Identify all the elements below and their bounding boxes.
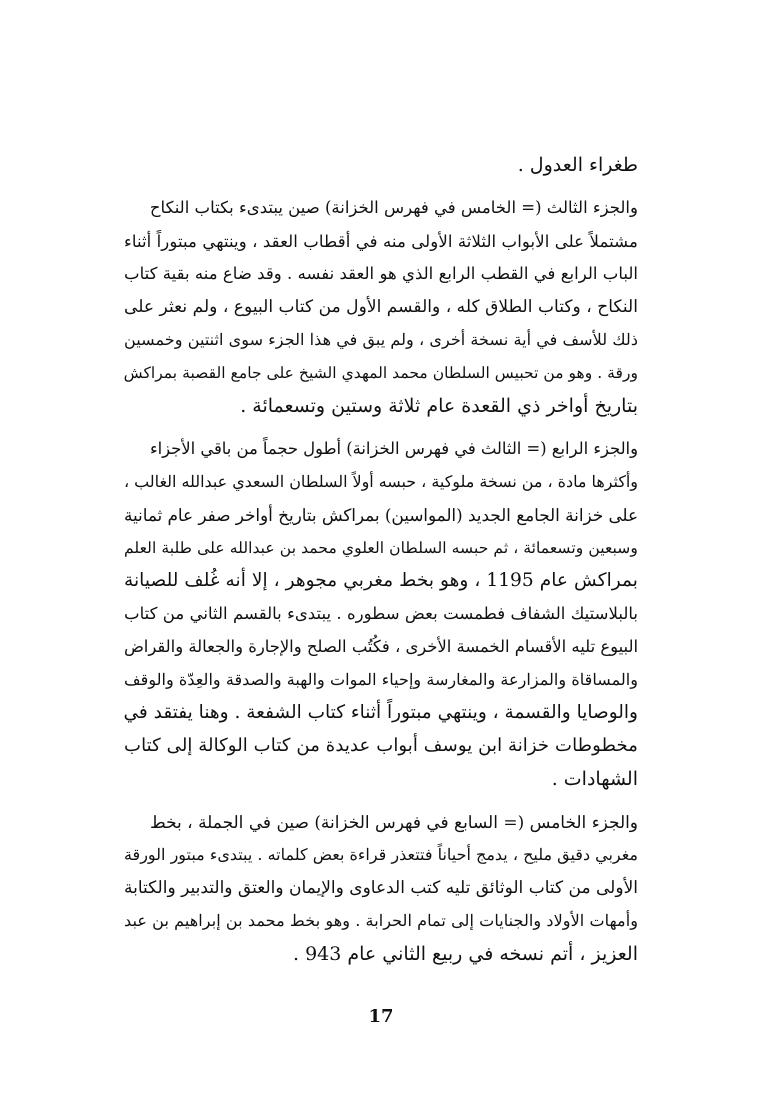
text-line: والمساقاة والمزارعة والمغارسة وإحياء الموات والهبة والصدقة والعِدّة والوقف [124, 670, 638, 689]
text-line: مغربي دقيق مليح ، يدمج أحياناً فتتعذر قراءة بعض كلماته . يبتدىء مبتور الورقة [124, 845, 638, 864]
text-line: والوصايا والقسمة ، وينتهي مبتوراً أثناء كتاب الشفعة . وهنا يفتقد في [123, 702, 638, 723]
text-line: والجزء الخامس (= السابع في فهرس الخزانة) صين في الجملة ، بخط [150, 812, 638, 832]
text-line: الأولى من كتاب الوثائق تليه كتب الدعاوى والإيمان والعتق والتدبير والكتابة [124, 878, 638, 898]
text-line: بتاريخ أواخر ذي القعدة عام ثلاثة وستين وتسعمائة . [240, 395, 638, 417]
text-line: العزيز ، أتم نسخه في ربيع الثاني عام 943 . [292, 943, 638, 965]
text-line: وسبعين وتسعمائة ، ثم حبسه السلطان العلوي محمد بن عبدالله على طلبة العلم [124, 538, 638, 557]
page-number: 17 [368, 1006, 394, 1027]
text-line: ورقة . وهو من تحبيس السلطان محمد المهدي الشيخ على جامع القصبة بمراكش [123, 364, 638, 382]
text-line: بمراكش عام 1195 ، وهو بخط مغربي مجوهر ، إلا أنه غُلف للصيانة [124, 570, 638, 591]
text-line: والجزء الرابع (= الثالث في فهرس الخزانة) أطول حجماً من باقي الأجزاء [149, 439, 638, 458]
text-line: على خزانة الجامع الجديد (المواسين) بمراكش بتاريخ أواخر صفر عام ثمانية [124, 505, 638, 525]
text-line: الشهادات . [551, 768, 638, 790]
text-line: مشتملاً على الأبواب الثلاثة الأولى منه في أقطاب العقد ، وينتهي مبتوراً أثناء [124, 231, 638, 251]
text-line: البيوع تليه الأقسام الخمسة الأخرى ، فكُتُب الصلح والإجارة والجعالة والقراض [124, 637, 638, 656]
text-line: والجزء الثالث (= الخامس في فهرس الخزانة) صين يبتدىء بكتاب النكاح [149, 198, 638, 217]
text-line: ذلك للأسف في أية نسخة أخرى ، ولم يبق في هذا الجزء سوى اثنتين وخمسين [124, 330, 638, 349]
text-line: طغراء العدول . [517, 154, 638, 176]
text-line: مخطوطات خزانة ابن يوسف أبواب عديدة من كتاب الوكالة إلى كتاب [124, 735, 638, 756]
text-line: الباب الرابع في القطب الرابع الذي هو العقد نفسه . وقد ضاع منه بقية كتاب [124, 264, 638, 283]
text-line: النكاح ، وكتاب الطلاق كله ، والقسم الأول من كتاب البيوع ، ولم نعثر على [124, 297, 638, 317]
text-line: بالبلاستيك الشفاف فطمست بعض سطوره . يبتدىء بالقسم الثاني من كتاب [124, 604, 638, 623]
text-line: وأكثرها مادة ، من نسخة ملوكية ، حبسه أولاً السلطان السعدي عبدالله الغالب ، [123, 472, 638, 491]
text-line: وأمهات الأولاد والجنايات إلى تمام الحرابة . وهو بخط محمد بن إبراهيم بن عبد [124, 911, 638, 930]
